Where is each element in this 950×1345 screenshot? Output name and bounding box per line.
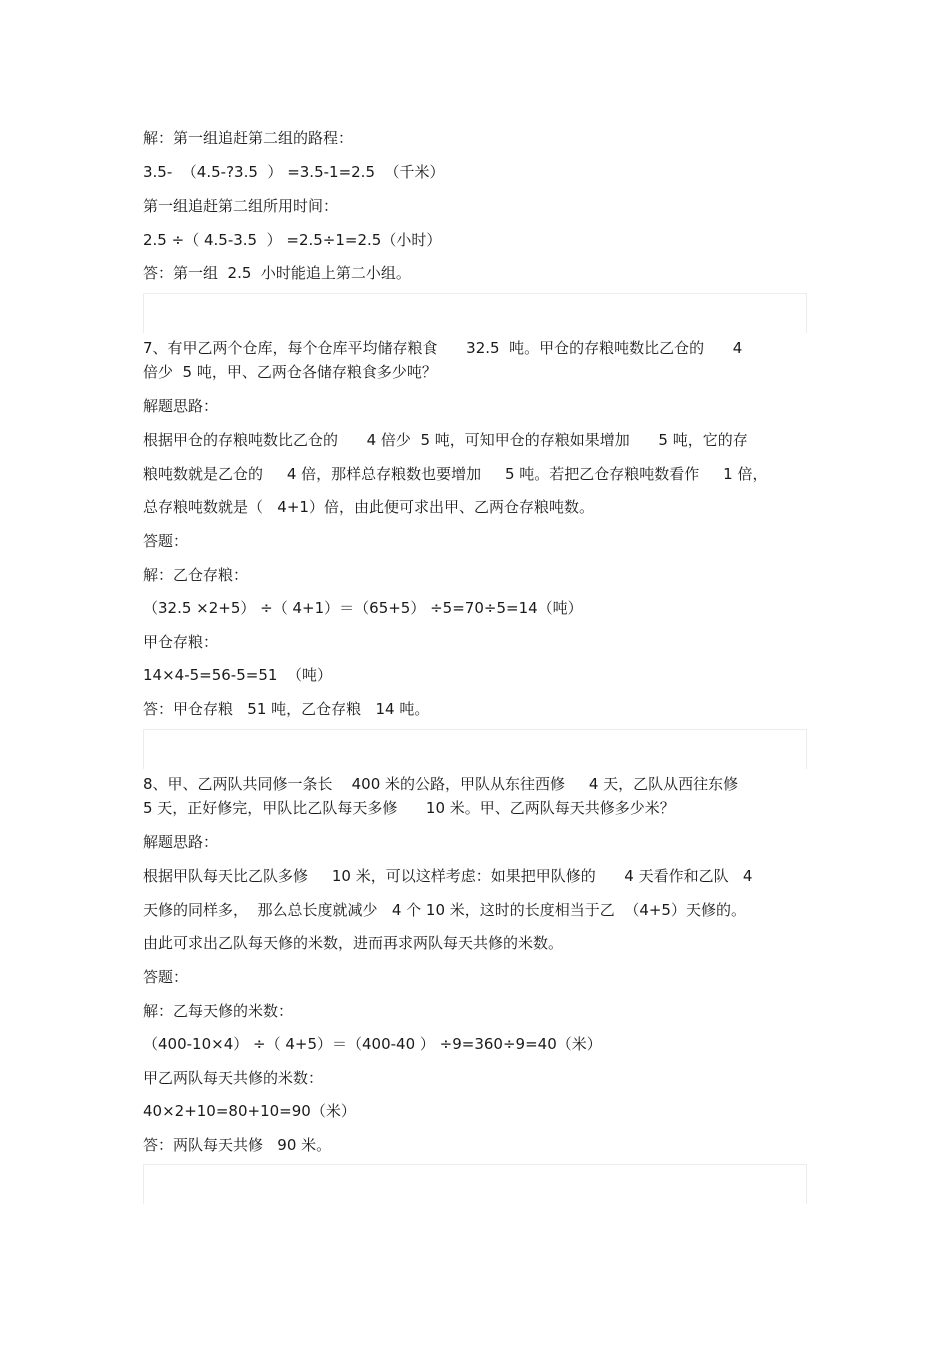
solution-line: 第一组追赶第二组所用时间： (143, 197, 339, 215)
answer-label: 答题： (143, 968, 189, 986)
solution-line: 解：乙仓存粮： (143, 566, 249, 584)
idea-line: 天修的同样多， 那么总长度就减少 4 个 10 米，这时的长度相当于乙 （4+5）天修的。 (143, 901, 746, 919)
solution-line: 甲乙两队每天共修的米数： (143, 1069, 324, 1087)
section-divider (143, 1164, 807, 1204)
answer-line: 答：两队每天共修 90 米。 (143, 1136, 332, 1154)
solution-line: （32.5 ×2+5） ÷（ 4+1）＝（65+5） ÷5=70÷5=14（吨） (143, 599, 583, 617)
question-8-text: 8、甲、乙两队共同修一条长 400 米的公路，甲队从东往西修 4 天，乙队从西往东修 (143, 775, 739, 793)
idea-label: 解题思路： (143, 397, 219, 415)
idea-line: 总存粮吨数就是（ 4+1）倍，由此便可求出甲、乙两仓存粮吨数。 (143, 498, 594, 516)
solution-line: （400-10×4） ÷（ 4+5）＝（400-40 ） ÷9=360÷9=40（米） (143, 1035, 602, 1053)
idea-label: 解题思路： (143, 833, 219, 851)
solution-line: 甲仓存粮： (143, 633, 219, 651)
idea-line: 粮吨数就是乙仓的 4 倍，那样总存粮数也要增加 5 吨。若把乙仓存粮吨数看作 1 倍， (143, 465, 768, 483)
section-divider (143, 729, 807, 769)
answer-line: 答：甲仓存粮 51 吨，乙仓存粮 14 吨。 (143, 700, 430, 718)
section-divider (143, 293, 807, 333)
question-7-text: 倍少 5 吨，甲、乙两仓各储存粮食多少吨？ (143, 363, 437, 381)
idea-line: 由此可求出乙队每天修的米数，进而再求两队每天共修的米数。 (143, 934, 564, 952)
question-8-text: 5 天，正好修完，甲队比乙队每天多修 10 米。甲、乙两队每天共修多少米？ (143, 799, 675, 817)
solution-line: 40×2+10=80+10=90（米） (143, 1102, 356, 1120)
answer-line: 答：第一组 2.5 小时能追上第二小组。 (143, 264, 411, 282)
solution-line: 解：乙每天修的米数： (143, 1002, 294, 1020)
question-7-text: 7、有甲乙两个仓库，每个仓库平均储存粮食 32.5 吨。甲仓的存粮吨数比乙仓的 4 (143, 339, 743, 357)
idea-line: 根据甲仓的存粮吨数比乙仓的 4 倍少 5 吨，可知甲仓的存粮如果增加 5 吨，它的存 (143, 431, 748, 449)
idea-line: 根据甲队每天比乙队多修 10 米，可以这样考虑：如果把甲队修的 4 天看作和乙队 4 (143, 867, 753, 885)
solution-line: 3.5- （4.5-?3.5 ） =3.5-1=2.5 （千米） (143, 163, 445, 181)
solution-line: 2.5 ÷（ 4.5-3.5 ） =2.5÷1=2.5（小时） (143, 231, 442, 249)
solution-line: 解：第一组追赶第二组的路程： (143, 129, 354, 147)
answer-label: 答题： (143, 532, 189, 550)
solution-line: 14×4-5=56-5=51 （吨） (143, 666, 332, 684)
